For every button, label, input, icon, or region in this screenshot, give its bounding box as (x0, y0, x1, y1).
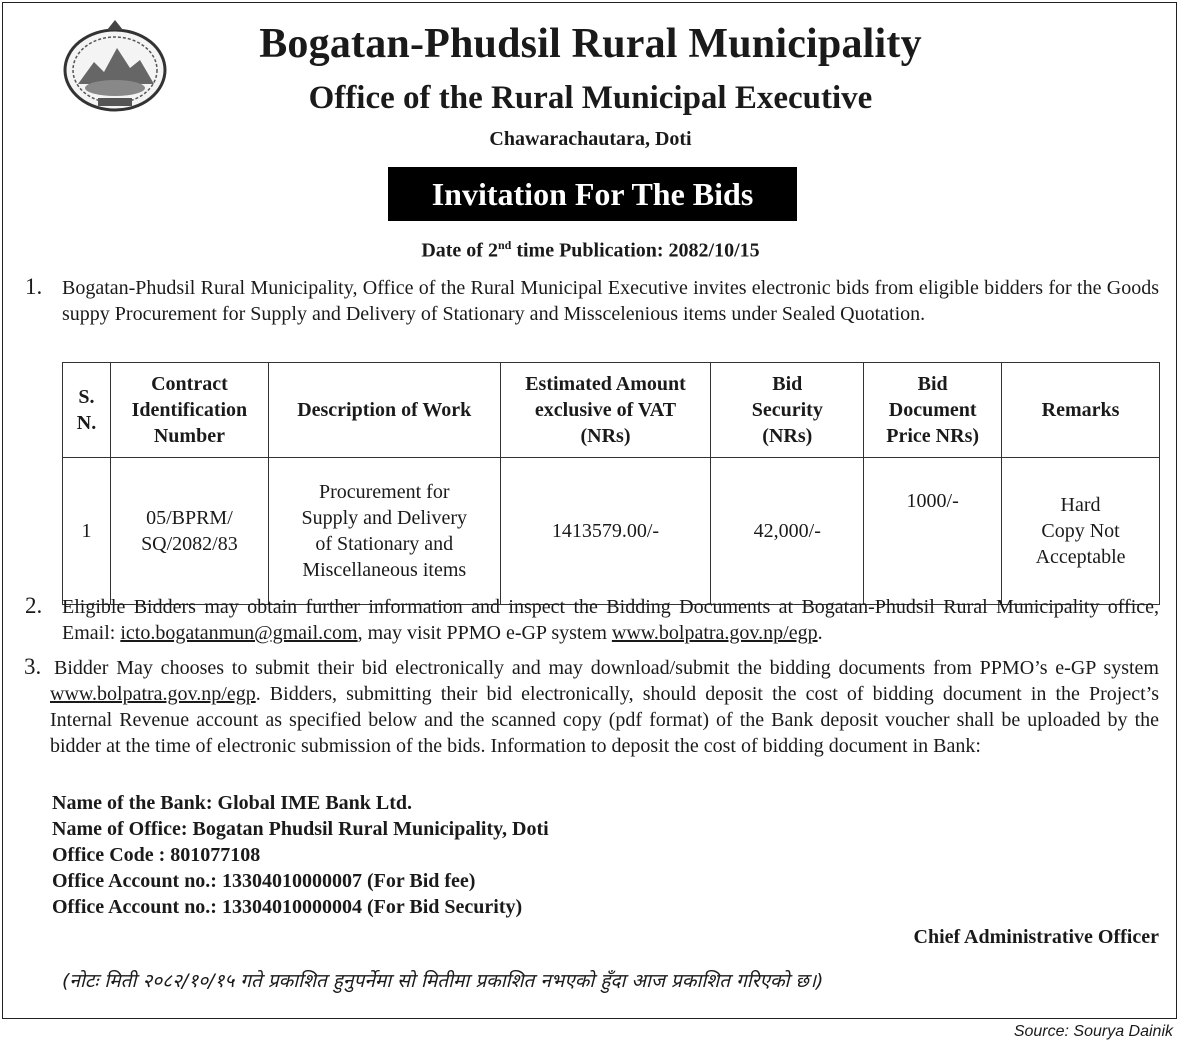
egp-link[interactable]: www.bolpatra.gov.np/egp (50, 683, 256, 705)
municipality-title: Bogatan-Phudsil Rural Municipality (259, 21, 922, 67)
bank-details (52, 790, 549, 920)
account-bid-fee: Office Account no.: 13304010000007 (For Bid fee) (52, 870, 476, 892)
paragraph-text: Bogatan-Phudsil Rural Municipality, Office of the Rural Municipal Executive invites electronic bids from eligible bidders for the Goods suppy Procurement for Supply and Delivery of Stationary and Misscelenious items under Sealed Quotation. (62, 277, 1159, 325)
source-credit: Source: Sourya Dainik (1013, 1023, 1173, 1040)
office-subtitle: Office of the Rural Municipal Executive (308, 80, 873, 116)
account-bid-security: Office Account no.: 13304010000004 (For Bid Security) (52, 896, 523, 918)
bid-table (62, 362, 1160, 605)
cell-contract-id: 05/BPRM/ SQ/2082/83 (110, 458, 268, 605)
nepali-note: (नोटः मिती २०८२/१०/१५ गते प्रकाशित हुनुपर्नेमा सो मितीमा प्रकाशित नभएको हुँदा आज प्रकाशित गरिएको छ।) (62, 970, 824, 992)
office-code: Office Code : 801077108 (52, 844, 261, 866)
paragraph-1 (25, 274, 1159, 327)
signoff: Chief Administrative Officer (913, 926, 1159, 948)
header-sn: S. N. (63, 363, 111, 458)
cell-description: Procurement for Supply and Delivery of Stationary and Miscellaneous items (268, 458, 500, 605)
paragraph-2: 2. Eligible Bidders may obtain further information and inspect the Bidding Documents at Bogatan-Phudsil Rural Municipality office, Email: icto.bogatanmun@gmail.com, may visit PPMO e-GP system www.bolpatra.gov.np/egp. (25, 593, 1159, 644)
paragraph-number: 3. (24, 654, 42, 679)
publication-date: Date of 2nd time Publication: 2082/10/15 (421, 238, 760, 262)
paragraph-number: 2. (25, 593, 43, 618)
office-location: Chawarachautara, Doti (489, 128, 692, 150)
header-document-price: Bid Document Price NRs) (864, 363, 1002, 458)
header-bid-security: Bid Security (NRs) (711, 363, 864, 458)
table-header-row (63, 363, 1160, 458)
table-row (63, 458, 1160, 605)
paragraph-3: 3. Bidder May chooses to submit their bid electronically and may download/submit the bidding documents from PPMO’s e-GP system www.bolpatra.gov.np/egp. Bidders, submitting their bid electronically, should deposit the cost of bidding document in the Project’s Internal Revenue account as specified below and the scanned copy (pdf format) of the Bank deposit voucher shall be uploaded by the bidder at the time of electronic submission of the bids. Information to deposit the cost of bidding document in Bank: (24, 654, 1159, 757)
cell-remarks: Hard Copy Not Acceptable (1002, 458, 1160, 605)
cell-sn: 1 (63, 458, 111, 605)
header-estimated-amount: Estimated Amount exclusive of VAT (NRs) (500, 363, 711, 458)
bank-name: Name of the Bank: Global IME Bank Ltd. (52, 792, 413, 814)
cell-document-price: 1000/- (864, 458, 1002, 605)
cell-bid-security: 42,000/- (711, 458, 864, 605)
office-name: Name of Office: Bogatan Phudsil Rural Municipality, Doti (52, 818, 549, 840)
cell-estimated-amount: 1413579.00/- (500, 458, 711, 605)
egp-link[interactable]: www.bolpatra.gov.np/egp (611, 622, 818, 644)
paragraph-number: 1. (25, 274, 43, 299)
header-contract-id: Contract Identification Number (110, 363, 268, 458)
header-remarks: Remarks (1002, 363, 1160, 458)
header-description: Description of Work (268, 363, 500, 458)
notice-banner: Invitation For The Bids (388, 167, 797, 221)
email-link[interactable]: icto.bogatanmun@gmail.com (120, 622, 358, 644)
